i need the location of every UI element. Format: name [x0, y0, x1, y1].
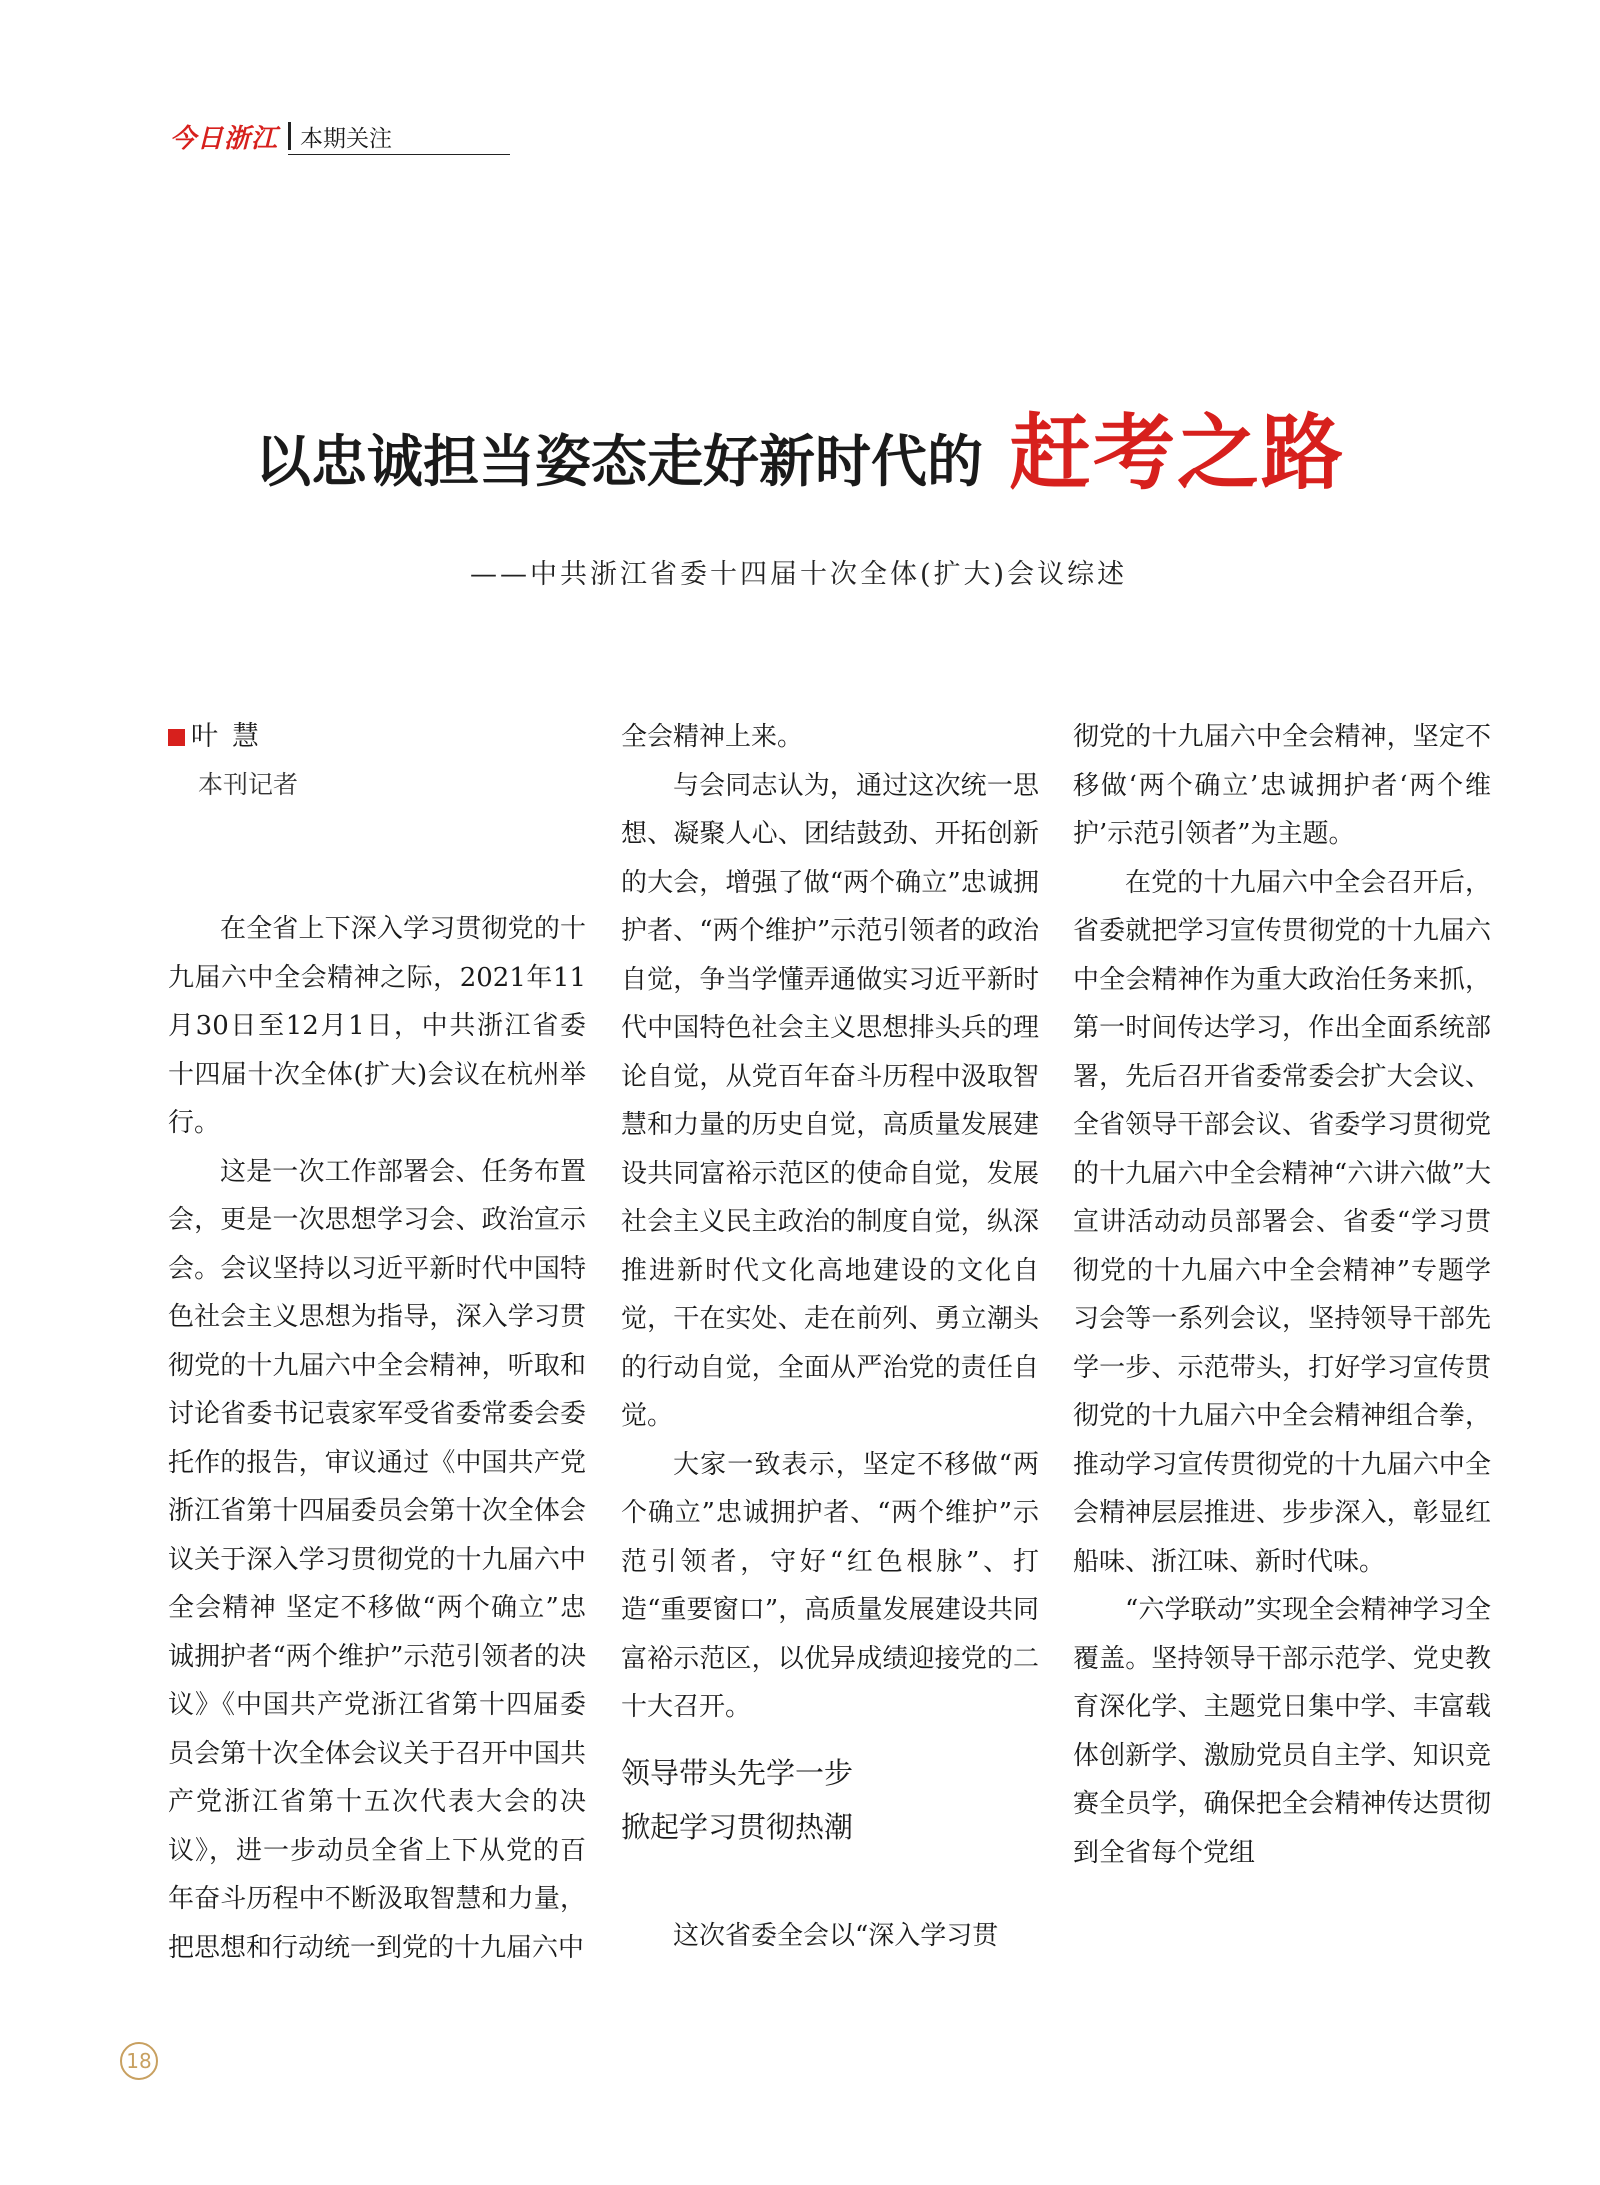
- byline-role: 本刊记者: [198, 770, 299, 799]
- paragraph: 在全省上下深入学习贯彻党的十九届六中全会精神之际，2021年11月30日至12月1日，中共浙江省委十四届十次全体(扩大)会议在杭州举行。: [168, 914, 586, 1138]
- column-1: [168, 713, 586, 1972]
- column-2: [621, 713, 1039, 1960]
- subhead-line: 掀起学习贯彻热潮: [621, 1809, 854, 1844]
- paragraph: 大家一致表示，坚定不移做“两个确立”忠诚拥护者、“两个维护”示范引领者，守好“红色根脉”、打造“重要窗口”，高质量发展建设共同富裕示范区，以优异成绩迎接党的二十大召开。: [621, 1449, 1039, 1722]
- column-3: [1073, 713, 1491, 1877]
- article-subtitle: ——中共浙江省委十四届十次全体(扩大)会议综述: [470, 559, 1128, 590]
- paragraph: 这次省委全会以“深入学习贯: [673, 1920, 999, 1951]
- paragraph: “六学联动”实现全会精神学习全覆盖。坚持领导干部示范学、党史教育深化学、主题党日集中学、丰富载体创新学、激励党员自主学、知识竞赛全员学，确保把全会精神传达贯彻到全省每个党组: [1073, 1595, 1491, 1868]
- section-label: 本期关注: [300, 126, 392, 152]
- header-rule: [288, 154, 510, 155]
- subhead-line: 领导带头先学一步: [621, 1755, 854, 1790]
- header-divider: [288, 122, 291, 150]
- title-main: 以忠诚担当姿态走好新时代的: [254, 429, 983, 495]
- magazine-logo: 今日浙江: [170, 124, 279, 154]
- running-header: [170, 118, 510, 154]
- paragraph: 在党的十九届六中全会召开后，省委就把学习宣传贯彻党的十九届六中全会精神作为重大政治任务来抓，第一时间传达学习，作出全面系统部署，先后召开省委常委会扩大会议、全省领导干部会议、省委学习贯彻党的十九届六中全会精神“六讲六做”大宣讲活动动员部署会、省委“学习贯彻党的十九届六中全会精神”专题学习会等一系列会议，坚持领导干部先学一步、示范带头，打好学习宣传贯彻党的十九届六中全会精神组合拳，推动学习宣传贯彻党的十九届六中全会精神层层推进、步步深入，彰显红船味、浙江味、新时代味。: [1073, 867, 1491, 1577]
- title-accent: 赶考之路: [1008, 406, 1345, 501]
- red-square-icon: [168, 729, 185, 746]
- paragraph: 与会同志认为，通过这次统一思想、凝聚人心、团结鼓劲、开拓创新的大会，增强了做“两个确立”忠诚拥护者、“两个维护”示范引领者的政治自觉，争当学懂弄通做实习近平新时代中国特色社会主义思想排头兵的理论自觉，从党百年奋斗历程中汲取智慧和力量的历史自觉，高质量发展建设共同富裕示范区的使命自觉，发展社会主义民主政治的制度自觉，纵深推进新时代文化高地建设的文化自觉，干在实处、走在前列、勇立潮头的行动自觉，全面从严治党的责任自觉。: [621, 770, 1039, 1431]
- author-name: 叶慧: [191, 721, 273, 752]
- page-number: 18: [120, 2042, 158, 2080]
- paragraph-continuation: 彻党的十九届六中全会精神，坚定不移做‘两个确立’忠诚拥护者‘两个维护’示范引领者”为主题。: [1073, 722, 1491, 849]
- paragraph-continuation: 全会精神上来。: [621, 722, 804, 752]
- article-title: [0, 388, 1600, 505]
- section-subhead: [621, 1746, 1039, 1854]
- byline-author: [168, 713, 586, 761]
- paragraph: 这是一次工作部署会、任务布置会，更是一次思想学习会、政治宣示会。会议坚持以习近平新时代中国特色社会主义思想为指导，深入学习贯彻党的十九届六中全会精神，听取和讨论省委书记袁家军受省委常委会委托作的报告，审议通过《中国共产党浙江省第十四届委员会第十次全体会议关于深入学习贯彻党的十九届六中全会精神 坚定不移做“两个确立”忠诚拥护者“两个维护”示范引领者的决议》《中国共产党浙江省第十四届委员会第十次全体会议关于召开中国共产党浙江省第十五次代表大会的决议》，进一步动员全省上下从党的百年奋斗历程中不断汲取智慧和力量，把思想和行动统一到党的十九届六中: [168, 1156, 586, 1963]
